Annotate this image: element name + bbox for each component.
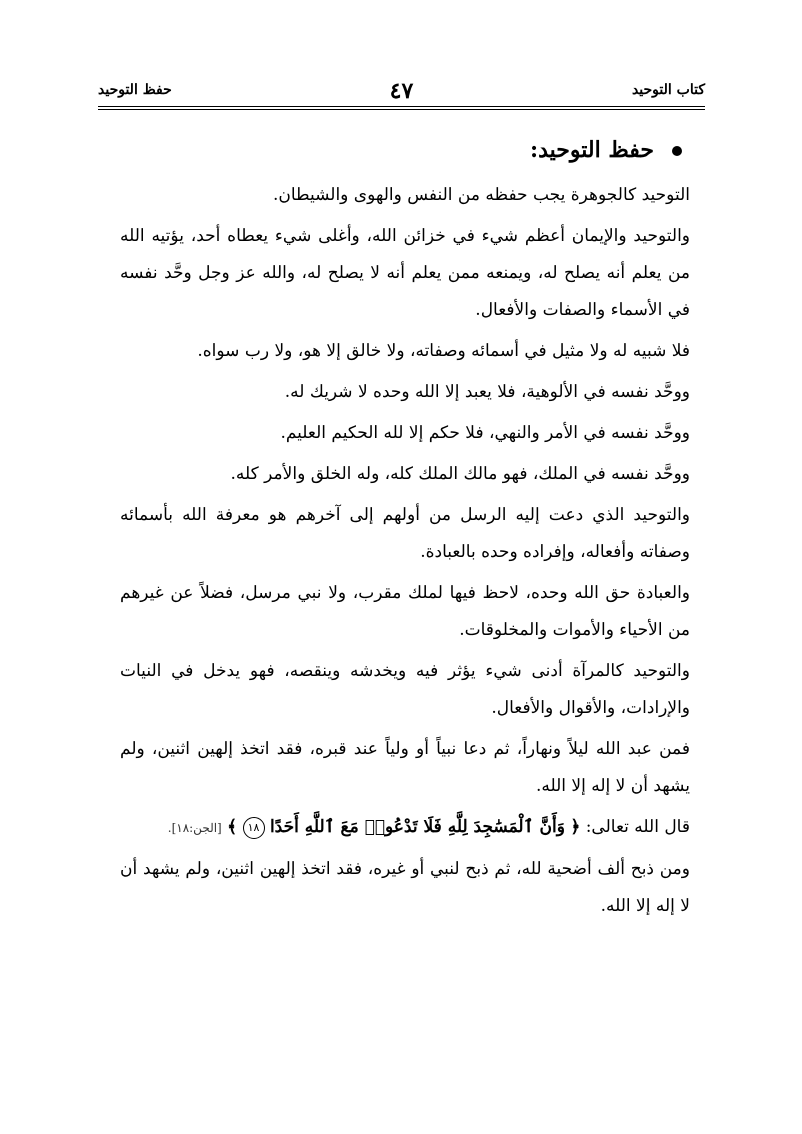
quran-verse-text: وَأَنَّ ٱلْمَسَٰجِدَ لِلَّهِ فَلَا تَدْعُوا۟ مَعَ ٱللَّهِ أَحَدًا: [269, 817, 565, 837]
paragraph: فمن عبد الله ليلاً ونهاراً، ثم دعا نبياً أو ولياً عند قبره، فقد اتخذ إلهين اثنين، ولم يشهد أن لا إله إلا الله.: [120, 739, 690, 796]
section-heading: [120, 132, 690, 169]
quran-open-bracket: ﴿: [570, 817, 581, 837]
book-title: كتاب التوحيد: [631, 82, 705, 98]
page-header: [98, 78, 705, 106]
section-heading-text: حفظ التوحيد:: [530, 137, 654, 163]
paragraph: ووحَّد نفسه في الأمر والنهي، فلا حكم إلا لله الحكيم العليم.: [280, 423, 690, 443]
paragraph: والتوحيد كالمرآة أدنى شيء يؤثر فيه ويخدشه وينقصه، فهو يدخل في النيات والإرادات، والأقوال والأفعال.: [120, 661, 690, 718]
paragraph: فلا شبيه له ولا مثيل في أسمائه وصفاته، ولا خالق إلا هو، ولا رب سواه.: [197, 341, 690, 361]
page-number: ٤٧: [389, 78, 414, 104]
bullet-icon: [672, 146, 682, 156]
header-rule-second: [98, 109, 705, 110]
quran-close-bracket: ﴾: [227, 817, 238, 837]
chapter-title: حفظ التوحيد: [98, 82, 172, 98]
paragraph: ووحَّد نفسه في الملك، فهو مالك الملك كله، وله الخلق والأمر كله.: [230, 464, 690, 484]
header-rule: [98, 106, 705, 107]
paragraph: ووحَّد نفسه في الألوهية، فلا يعبد إلا الله وحده لا شريك له.: [284, 382, 690, 402]
page-body: [120, 132, 690, 929]
quran-citation: [الجن:١٨].: [167, 821, 222, 835]
quran-quote: [120, 809, 690, 847]
verse-number-marker: ١٨: [243, 817, 265, 839]
paragraph: والعبادة حق الله وحده، لاحظ فيها لملك مقرب، ولا نبي مرسل، فضلاً عن غيرهم من الأحياء والأموات والمخلوقات.: [120, 583, 690, 640]
paragraph: التوحيد كالجوهرة يجب حفظه من النفس والهوى والشيطان.: [272, 185, 690, 205]
paragraph: والتوحيد الذي دعت إليه الرسل من أولهم إلى آخرهم هو معرفة الله بأسمائه وصفاته وأفعاله، وإفراده وحده بالعبادة.: [120, 505, 690, 562]
paragraph: ومن ذبح ألف أضحية لله، ثم ذبح لنبي أو غيره، فقد اتخذ إلهين اثنين، ولم يشهد أن لا إله إلا الله.: [120, 859, 690, 916]
quran-intro: قال الله تعالى:: [585, 817, 690, 837]
paragraph: والتوحيد والإيمان أعظم شيء في خزائن الله، وأغلى شيء يعطاه أحد، يؤتيه الله من يعلم أنه يصلح له، ويمنعه ممن يعلم أنه لا يصلح له، والله عز وجل وحَّد نفسه في الأسماء والصفات والأفعال.: [120, 226, 690, 320]
